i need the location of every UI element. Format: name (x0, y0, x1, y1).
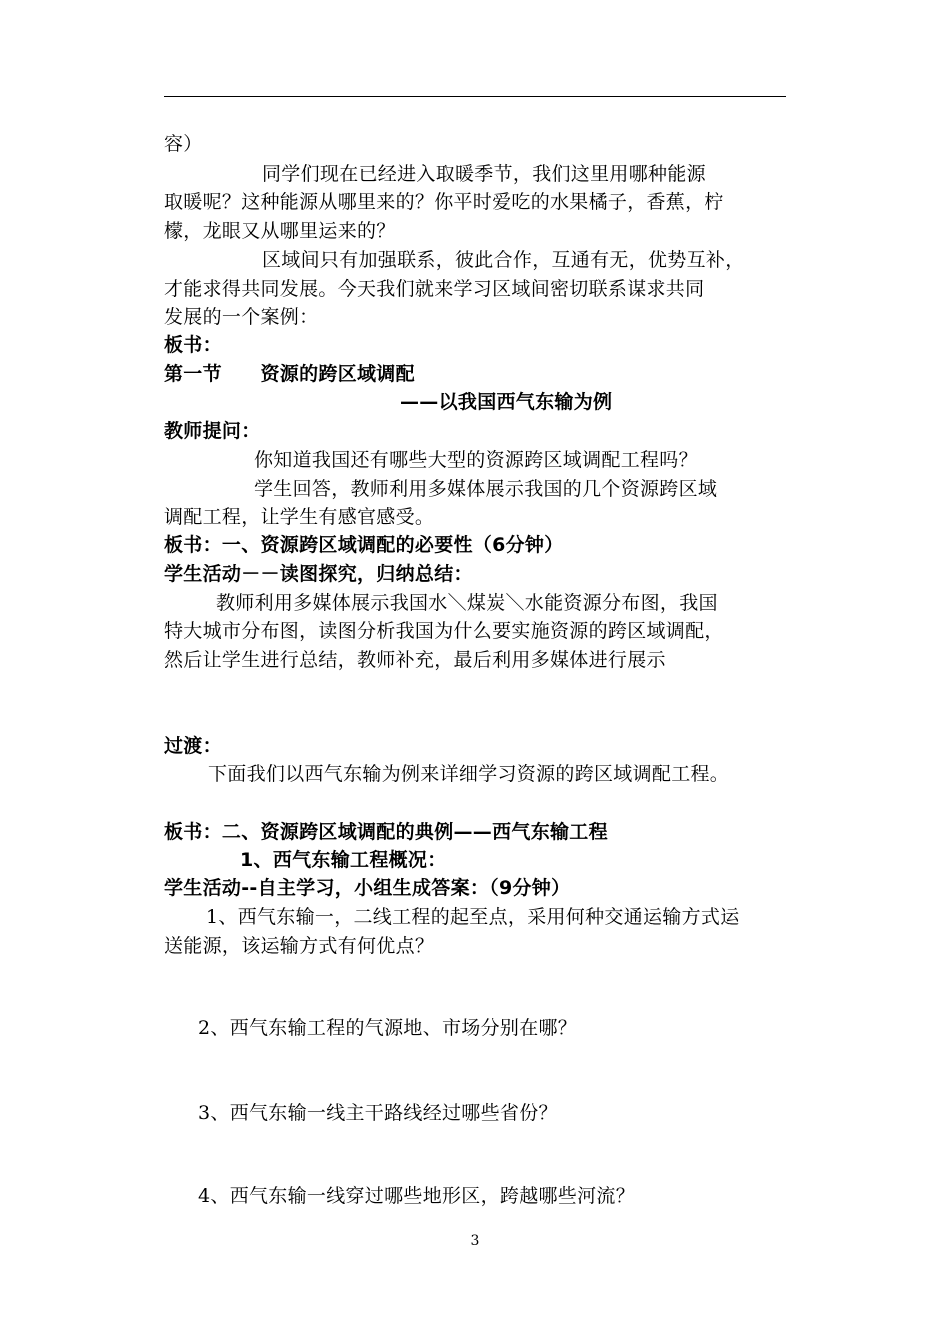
teacher-question-label: 教师提问： (164, 420, 261, 442)
header-rule (164, 96, 786, 97)
section-title: 第一节 资源的跨区域调配 (164, 363, 415, 385)
text-line: 发展的一个案例： (164, 306, 319, 328)
text-line: 调配工程，让学生有感官感受。 (164, 506, 435, 528)
student-activity-heading: 学生活动－－读图探究，归纳总结： (164, 563, 473, 585)
question-line: 4、西气东输一线穿过哪些地形区，跨越哪些河流？ (198, 1185, 635, 1207)
text-line: 学生回答，教师利用多媒体展示我国的几个资源跨区域 (254, 478, 718, 500)
student-activity-heading: 学生活动--自主学习，小组生成答案：（9分钟） (164, 877, 571, 899)
text-line: 教师利用多媒体展示我国水＼煤炭＼水能资源分布图，我国 (216, 592, 718, 614)
board-heading-1: 板书：一、资源跨区域调配的必要性（6分钟） (164, 534, 564, 556)
section-subtitle: ——以我国西气东输为例 (400, 391, 613, 413)
text-line: 才能求得共同发展。今天我们就来学习区域间密切联系谋求共同 (164, 278, 705, 300)
text-line: 容） (164, 133, 203, 155)
text-line: 然后让学生进行总结，教师补充，最后利用多媒体进行展示 (164, 649, 666, 671)
text-line: 下面我们以西气东输为例来详细学习资源的跨区域调配工程。 (208, 763, 730, 785)
text-line: 取暖呢？这种能源从哪里来的？你平时爱吃的水果橘子，香蕉，柠 (164, 191, 724, 213)
board-heading-2: 板书：二、资源跨区域调配的典例——西气东输工程 (164, 821, 608, 843)
text-line: 同学们现在已经进入取暖季节，我们这里用哪种能源 (262, 163, 706, 185)
question-line: 1、西气东输一，二线工程的起至点，采用何种交通运输方式运 (206, 906, 740, 928)
board-label: 板书： (164, 334, 222, 356)
question-line: 2、西气东输工程的气源地、市场分别在哪？ (198, 1017, 578, 1039)
text-line: 特大城市分布图，读图分析我国为什么要实施资源的跨区域调配， (164, 620, 724, 642)
subsection-heading: 1、西气东输工程概况： (240, 849, 447, 871)
page-number: 3 (470, 1233, 480, 1249)
question-line: 3、西气东输一线主干路线经过哪些省份？ (198, 1102, 558, 1124)
text-line: 你知道我国还有哪些大型的资源跨区域调配工程吗？ (254, 449, 698, 471)
question-line: 送能源，该运输方式有何优点？ (164, 935, 435, 957)
text-line: 区域间只有加强联系，彼此合作，互通有无，优势互补， (262, 249, 745, 271)
text-line: 檬，龙眼又从哪里运来的？ (164, 220, 396, 242)
transition-label: 过渡： (164, 735, 222, 757)
